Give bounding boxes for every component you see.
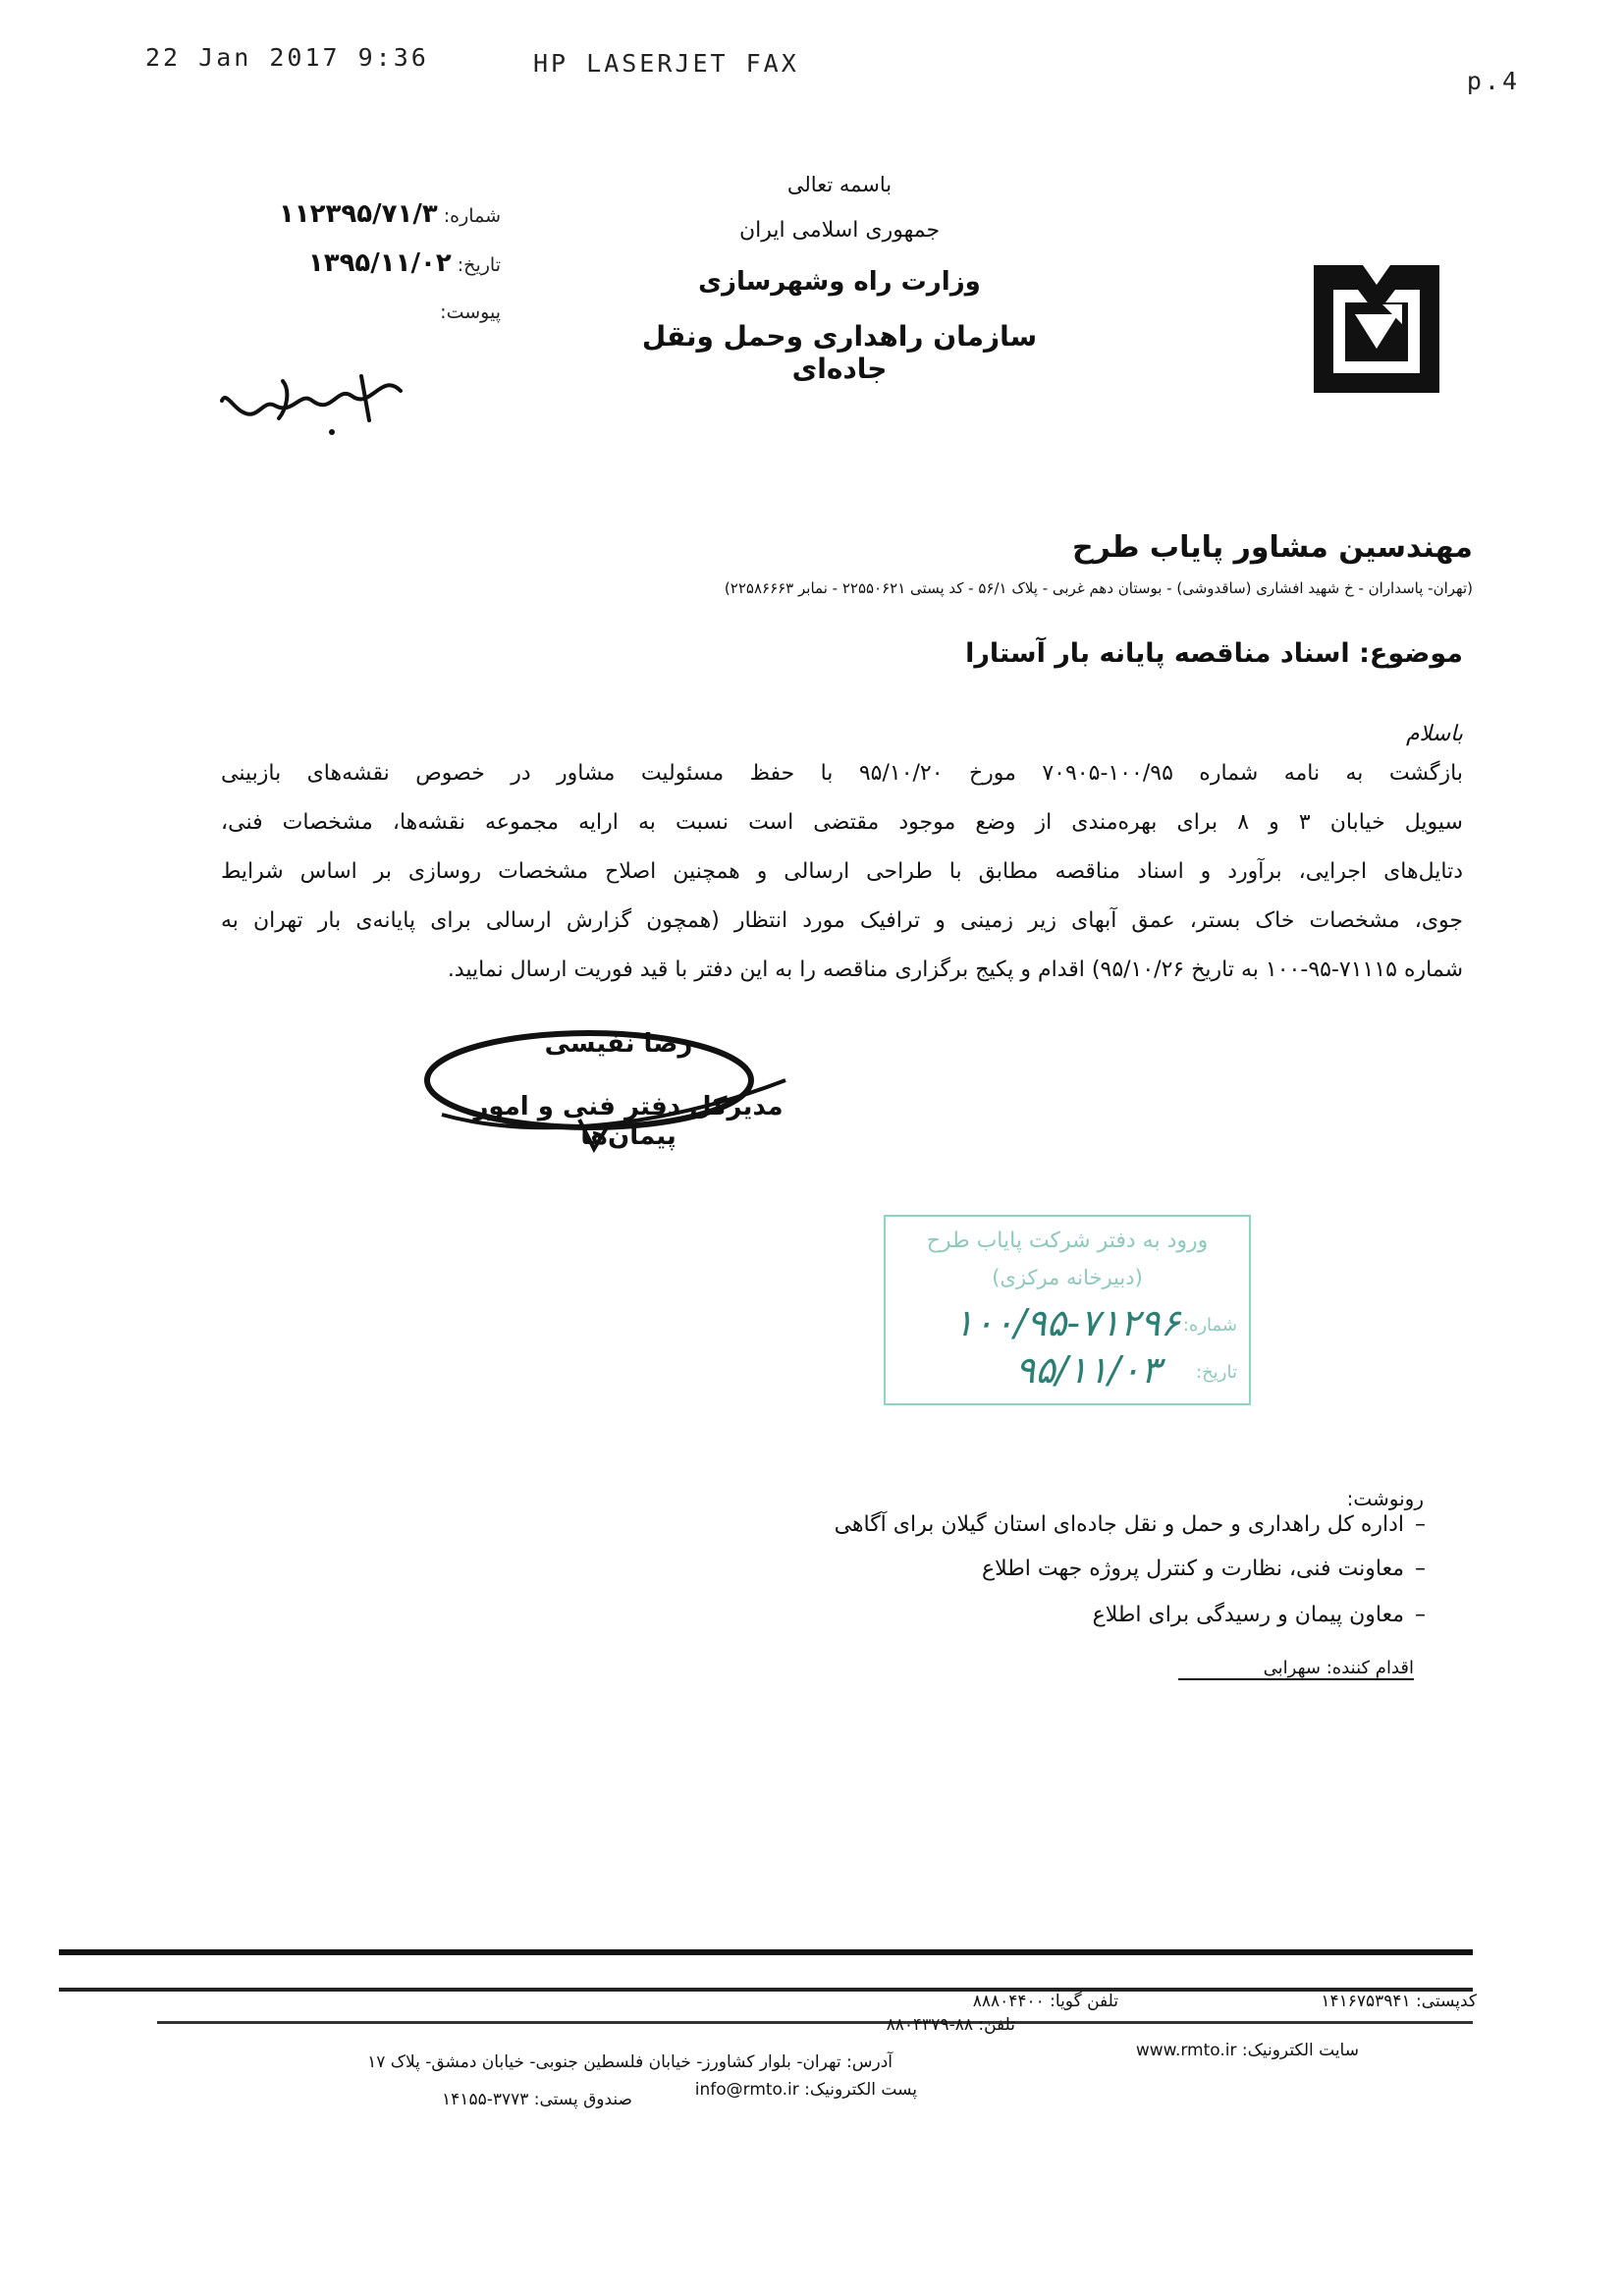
footer-divider — [59, 1949, 1473, 1955]
cc-item: – اداره کل راهداری و حمل و نقل جاده‌ای استان گیلان برای آگاهی — [834, 1512, 1426, 1537]
urgent-fax-handwriting — [214, 361, 410, 440]
ministry-heading: وزارت راه وشهرسازی — [698, 267, 981, 297]
letter-date: ۱۳۹۵/۱۱/۰۲ — [307, 248, 452, 278]
body-line: شماره ۷۱۱۱۵-۹۵-۱۰۰ به تاریخ ۹۵/۱۰/۲۶) اقدام و پکیج برگزاری مناقصه را به این دفتر با قید فوریت ارسال نمایید. — [447, 957, 1463, 982]
footer-phone-auto: تلفن گویا: ۸۸۸۰۴۴۰۰ — [972, 1992, 1118, 2011]
meta-attachment: پیوست: — [440, 301, 501, 323]
body-line: بازگشت به نامه شماره ۱۰۰/۹۵-۷۰۹۰۵ مورخ ۹۵/۱۰/۲۰ با حفظ مسئولیت مشاور در خصوص نقشه‌های بازبینی — [221, 761, 1463, 786]
body-line: سیویل خیابان ۳ و ۸ برای بهره‌مندی از وضع موجود مقتضی است نسبت به ارایه مجموعه نقشه‌ها، مشخصات فنی، — [221, 810, 1463, 835]
stamp-title: ورود به دفتر شرکت پایاب طرح — [926, 1229, 1209, 1253]
letter-subject: موضوع: اسناد مناقصه پایانه بار آستارا — [965, 638, 1463, 669]
fax-machine: HP LASERJET FAX — [533, 49, 799, 78]
republic-heading: جمهوری اسلامی ایران — [738, 218, 941, 243]
cc-item: – معاون پیمان و رسیدگی برای اطلاع — [1092, 1603, 1426, 1627]
stamp-number: ۱۰۰/۹۵-۷۱۲۹۶ — [953, 1301, 1180, 1344]
action-officer: اقدام کننده: سهرابی — [1178, 1658, 1414, 1680]
meta-number: شماره:۱۱۲۳۹۵/۷۱/۳ — [278, 199, 501, 229]
cc-title: رونوشت: — [1346, 1487, 1424, 1510]
receipt-stamp — [884, 1215, 1251, 1405]
footer-divider — [59, 1988, 1473, 1992]
meta-date: تاریخ:۱۳۹۵/۱۱/۰۲ — [307, 248, 501, 278]
cc-item: – معاونت فنی، نظارت و کنترل پروژه جهت اطلاع — [982, 1557, 1426, 1581]
footer-postal-code: کدپستی: ۱۴۱۶۷۵۳۹۴۱ — [1321, 1992, 1477, 2011]
signatory-name: رضا نفیسی — [544, 1029, 693, 1059]
footer-address: آدرس: تهران- بلوار کشاورز- خیابان فلسطین جنوبی- خیابان دمشق- پلاک ۱۷ — [367, 2052, 893, 2072]
stamp-number-label: شماره: — [1182, 1315, 1237, 1336]
letter-meta — [236, 191, 501, 339]
footer-divider — [157, 2021, 1473, 2024]
footer-po-box: صندوق پستی: ۳۷۷۳-۱۴۱۵۵ — [442, 2090, 632, 2109]
footer-phone: تلفن: ۸۸-۸۸۰۴۳۷۹ — [886, 2015, 1015, 2035]
greeting: باسلام — [1405, 722, 1463, 746]
signatory-title: مدیرکل دفتر فنی و امور پیمان‌ها — [473, 1092, 784, 1151]
recipient-address: (تهران- پاسداران - خ شهید افشاری (ساقدوشی) - بوستان دهم غربی - پلاک ۵۶/۱ - کد پستی ۲۲۵۵۰۶۲۱ - نمابر ۲۲۵۸۶۶۶۳) — [724, 579, 1473, 597]
fax-date: 22 Jan 2017 9:36 — [145, 43, 429, 72]
footer-website: سایت الکترونیک: www.rmto.ir — [1135, 2041, 1359, 2060]
stamp-subtitle: (دبیرخانه مرکزی) — [992, 1266, 1143, 1289]
organization-heading: سازمان راهداری وحمل ونقل جاده‌ای — [641, 320, 1038, 385]
fax-page-number: p.4 — [1466, 67, 1520, 95]
bismillah-heading: باسمه تعالی — [786, 173, 893, 196]
body-line: جوی، مشخصات خاک بستر، عمق آبهای زیر زمینی و ترافیک مورد انتظار (همچون گزارش ارسالی برای پایانه‌ی بار تهران به — [221, 908, 1463, 933]
organization-logo — [1294, 246, 1459, 412]
stamp-date-label: تاریخ: — [1196, 1362, 1237, 1383]
recipient-name: مهندسین مشاور پایاب طرح — [1071, 530, 1473, 565]
fax-header — [145, 43, 1520, 95]
footer-email: پست الکترونیک: info@rmto.ir — [694, 2080, 917, 2100]
stamp-date: ۹۵/۱۱/۰۳ — [1014, 1348, 1161, 1392]
letter-number: ۱۱۲۳۹۵/۷۱/۳ — [278, 199, 438, 229]
body-line: دتایل‌های اجرایی، برآورد و اسناد مناقصه مطابق با طراحی ارسالی و همچنین اصلاح مشخصات روسازی بر اساس شرایط — [221, 859, 1463, 884]
signature-block — [412, 1021, 844, 1169]
